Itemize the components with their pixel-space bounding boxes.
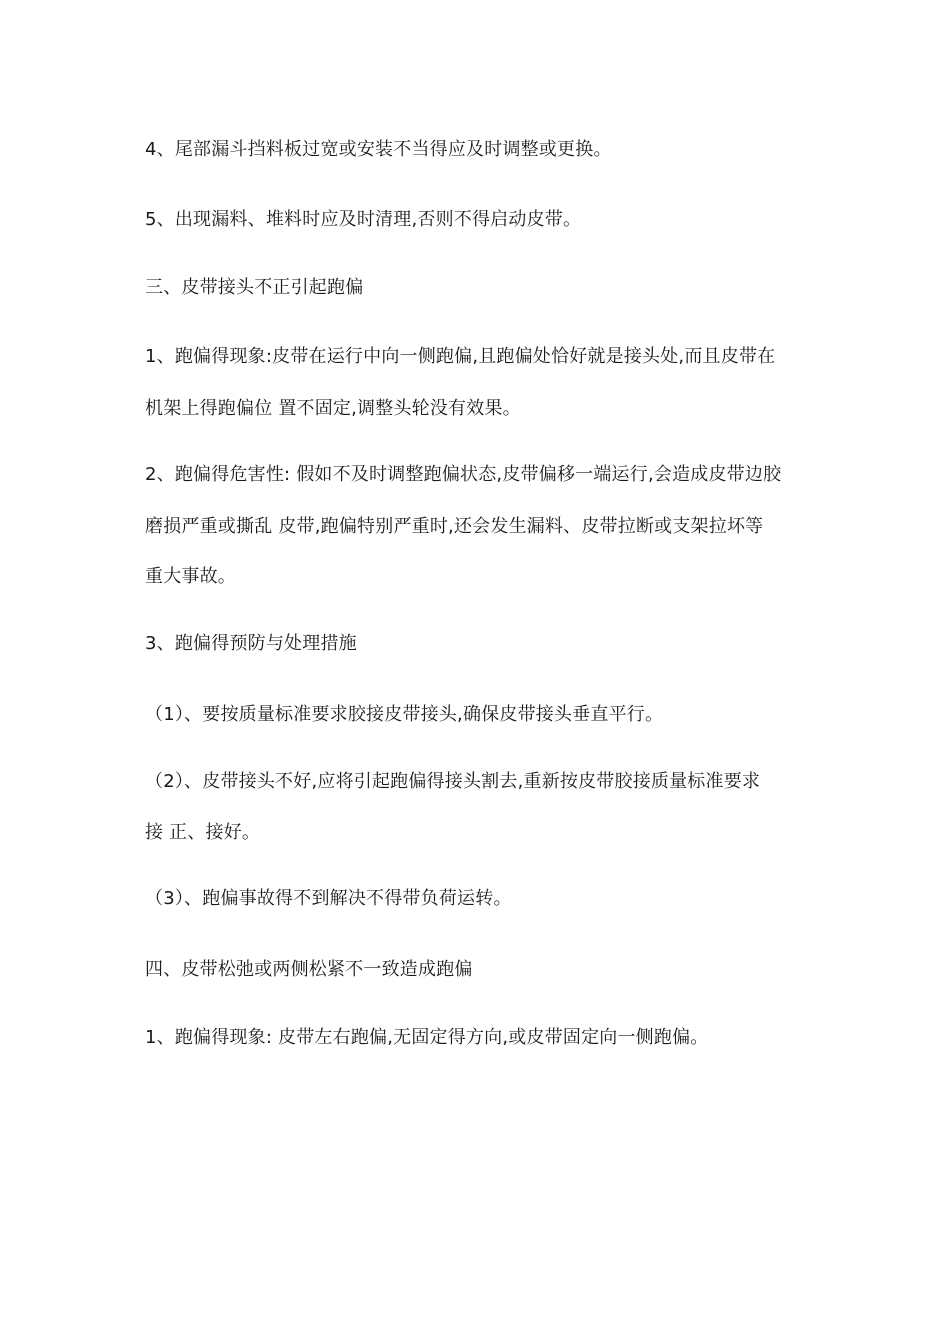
measure-2-line-2: 接 正、接好。 [145, 822, 261, 843]
measure-1: （1）、要按质量标准要求胶接皮带接头,确保皮带接头垂直平行。 [145, 704, 664, 725]
measure-3: （3）、跑偏事故得不到解决不得带负荷运转。 [145, 888, 512, 909]
paragraph-harm-line-2: 磨损严重或撕乱 皮带,跑偏特别严重时,还会发生漏料、皮带拉断或支架拉坏等 [145, 516, 764, 537]
measure-2-line-1: （2）、皮带接头不好,应将引起跑偏得接头割去,重新按皮带胶接质量标准要求 [145, 771, 761, 792]
section-heading-4: 四、皮带松弛或两侧松紧不一致造成跑偏 [145, 959, 473, 980]
item-4-tail-hopper: 4、尾部漏斗挡料板过宽或安装不当得应及时调整或更换。 [145, 139, 612, 160]
section-heading-3: 三、皮带接头不正引起跑偏 [145, 277, 364, 298]
paragraph-phenomenon-line-1: 1、跑偏得现象:皮带在运行中向一侧跑偏,且跑偏处恰好就是接头处,而且皮带在 [145, 346, 776, 367]
paragraph-harm-line-3: 重大事故。 [145, 566, 236, 587]
item-5-leakage: 5、出现漏料、堆料时应及时清理,否则不得启动皮带。 [145, 209, 582, 230]
paragraph-phenomenon-line-2: 机架上得跑偏位 置不固定,调整头轮没有效果。 [145, 398, 521, 419]
paragraph-harm-line-1: 2、跑偏得危害性: 假如不及时调整跑偏状态,皮带偏移一端运行,会造成皮带边胶 [145, 464, 782, 485]
paragraph-section-4-phenomenon: 1、跑偏得现象: 皮带左右跑偏,无固定得方向,或皮带固定向一侧跑偏。 [145, 1027, 709, 1048]
subheading-prevention: 3、跑偏得预防与处理措施 [145, 633, 357, 654]
